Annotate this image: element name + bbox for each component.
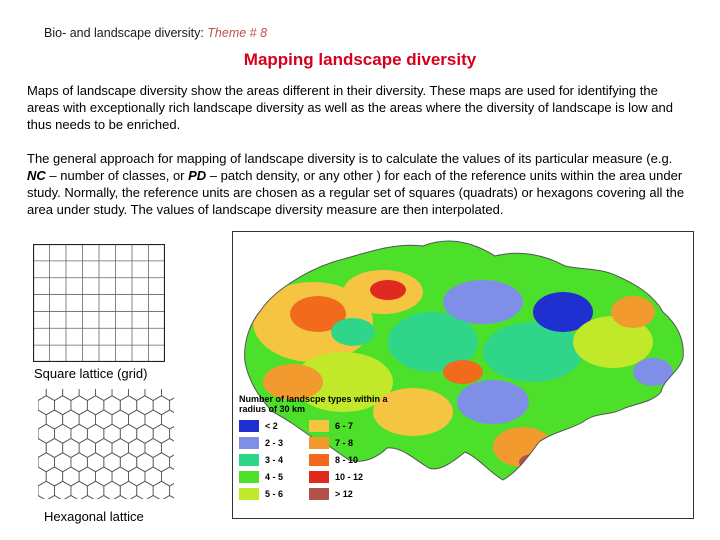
legend-item <box>239 471 309 483</box>
hex-cell <box>63 467 79 486</box>
legend-item <box>309 420 379 432</box>
hex-cell <box>129 467 145 486</box>
theme-label: Theme # 8 <box>207 26 268 40</box>
hexagonal-lattice-caption: Hexagonal lattice <box>44 509 144 524</box>
hex-cell <box>104 453 120 472</box>
hex-cell <box>63 410 79 429</box>
hex-cell <box>129 389 145 401</box>
hex-cell <box>79 467 95 486</box>
hex-cell <box>161 439 174 458</box>
hex-cell <box>63 496 79 500</box>
hex-cell <box>104 481 120 499</box>
pd-term: PD <box>188 168 207 183</box>
legend-item <box>239 454 309 466</box>
legend-swatch <box>239 437 259 449</box>
hex-cell <box>38 439 46 458</box>
hex-cell <box>38 496 46 500</box>
square-lattice-caption: Square lattice (grid) <box>34 366 148 381</box>
hex-cell <box>153 424 169 443</box>
legend-swatch <box>309 471 329 483</box>
hex-cell <box>38 467 46 486</box>
legend-title: Number of landscpe types within a radius of 30 km <box>239 394 388 414</box>
hex-cell <box>54 424 70 443</box>
hex-cell <box>54 481 70 499</box>
hex-cell <box>46 467 62 486</box>
hex-cell <box>153 481 169 499</box>
legend-label: 7 - 8 <box>335 438 354 448</box>
hex-cell <box>63 439 79 458</box>
legend-item <box>239 420 309 432</box>
map-legend <box>239 394 389 500</box>
hex-cell <box>46 496 62 500</box>
hex-cell <box>112 439 128 458</box>
hex-cell <box>54 453 70 472</box>
hex-cell <box>120 424 136 443</box>
approach-text-3: – patch density, or any other ) for each of the reference units within the area under study. Normally, the reference units are chosen as a regular set of squares (quadrats) or hexagons covering all the area under study. The values of landscape diversity measure are then interpolated. <box>27 168 685 217</box>
hex-cell <box>63 389 79 401</box>
hexagonal-lattice-figure <box>38 389 174 499</box>
hex-cell <box>71 396 87 415</box>
legend-item <box>239 437 309 449</box>
nc-term: NC <box>27 168 46 183</box>
legend-item <box>239 488 309 500</box>
hex-cell <box>38 424 54 443</box>
legend-swatch <box>239 471 259 483</box>
hex-cell <box>38 453 54 472</box>
legend-item <box>309 488 379 500</box>
legend-item <box>309 471 379 483</box>
hex-cell <box>38 410 46 429</box>
hex-cell <box>38 396 54 415</box>
approach-text-1: The general approach for mapping of landscape diversity is to calculate the values of its particular measure (e.g. <box>27 151 673 166</box>
hex-cell <box>145 389 161 401</box>
legend-label: 5 - 6 <box>265 489 284 499</box>
paragraph-intro: Maps of landscape diversity show the areas different in their diversity. These maps are used for identifying the areas with exceptionally rich landscape diversity as well as the areas where the diversity of landscape is low and thus needs to be enriched. <box>27 83 673 132</box>
hex-cell <box>71 481 87 499</box>
legend-swatch <box>239 454 259 466</box>
legend-label: 8 - 10 <box>335 455 359 465</box>
hex-cell <box>87 396 103 415</box>
hex-cell <box>79 410 95 429</box>
legend-swatch <box>309 454 329 466</box>
hex-cell <box>137 396 153 415</box>
slide-header <box>44 26 267 40</box>
hex-cell <box>87 481 103 499</box>
square-lattice-figure <box>33 244 165 362</box>
legend-item <box>309 454 379 466</box>
hex-cell <box>79 389 95 401</box>
hex-cell <box>38 481 54 499</box>
paragraph-approach <box>27 150 693 218</box>
hex-cell <box>96 410 112 429</box>
legend-item <box>309 437 379 449</box>
hex-cell <box>120 481 136 499</box>
hex-cell <box>145 467 161 486</box>
hex-cell <box>46 439 62 458</box>
hex-cell <box>112 410 128 429</box>
legend-label: 6 - 7 <box>335 421 354 431</box>
hex-cell <box>112 467 128 486</box>
hex-cell <box>153 396 169 415</box>
hex-cell <box>104 424 120 443</box>
hex-cell <box>137 453 153 472</box>
hex-cell <box>46 410 62 429</box>
hex-cell <box>129 439 145 458</box>
hex-cell <box>79 496 95 500</box>
legend-label: > 12 <box>335 489 353 499</box>
hex-cell <box>96 467 112 486</box>
landscape-diversity-map <box>232 231 694 519</box>
hex-cell <box>120 453 136 472</box>
hex-cell <box>87 453 103 472</box>
hex-cell <box>137 424 153 443</box>
page-title: Mapping landscape diversity <box>243 50 477 69</box>
hex-cell <box>71 453 87 472</box>
legend-swatch <box>309 488 329 500</box>
legend-swatch <box>309 437 329 449</box>
header-prefix: Bio- and landscape diversity: <box>44 26 208 40</box>
hex-cell <box>79 439 95 458</box>
hex-cell <box>87 424 103 443</box>
hex-cell <box>145 496 161 500</box>
legend-label: 4 - 5 <box>265 472 284 482</box>
hex-cell <box>145 410 161 429</box>
hex-cell <box>145 439 161 458</box>
hex-cell <box>96 389 112 401</box>
legend-swatch <box>239 488 259 500</box>
hex-cell <box>129 410 145 429</box>
legend-swatch <box>239 420 259 432</box>
legend-swatch <box>309 420 329 432</box>
hex-cell <box>96 439 112 458</box>
hex-cell <box>161 496 174 500</box>
hex-cell <box>104 396 120 415</box>
legend-items <box>239 420 389 500</box>
hex-cell <box>46 389 62 401</box>
legend-label: 3 - 4 <box>265 455 284 465</box>
hex-cell <box>71 424 87 443</box>
legend-label: < 2 <box>265 421 278 431</box>
hex-cell <box>153 453 169 472</box>
hex-cell <box>120 396 136 415</box>
hex-cell <box>54 396 70 415</box>
hex-cell <box>112 389 128 401</box>
hex-cell <box>161 467 174 486</box>
legend-label: 2 - 3 <box>265 438 284 448</box>
hex-cell <box>137 481 153 499</box>
legend-label: 10 - 12 <box>335 472 364 482</box>
hex-cell <box>112 496 128 500</box>
hex-cell <box>161 410 174 429</box>
hex-cell <box>38 389 46 401</box>
approach-text-2: – number of classes, or <box>45 168 189 183</box>
hex-cell <box>129 496 145 500</box>
hex-cell <box>96 496 112 500</box>
